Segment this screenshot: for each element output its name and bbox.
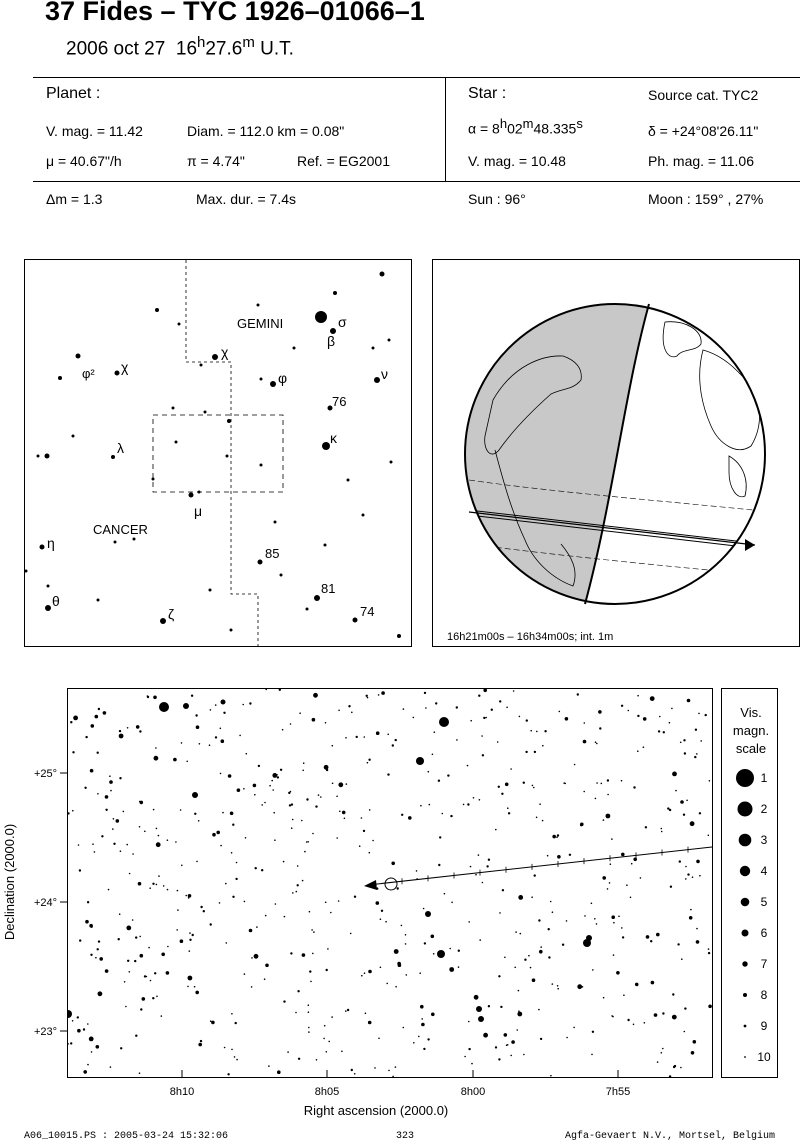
ra-s-unit: s <box>576 116 583 131</box>
finder-star <box>133 538 136 541</box>
finder-star <box>306 608 309 611</box>
scale-label-mag-7: 7 <box>760 957 768 971</box>
scale-title-1: Vis. <box>740 705 762 720</box>
detail-axes <box>0 680 720 1120</box>
cancer-label: CANCER <box>93 522 148 537</box>
scale-dot-mag-9 <box>744 1025 747 1028</box>
footer-org: Agfa-Gevaert N.V., Mortsel, Belgium <box>565 1131 776 1142</box>
star-label-theta: θ <box>52 593 60 609</box>
finder-star <box>315 311 327 323</box>
finder-star <box>45 605 51 611</box>
star-label-phi2: φ² <box>82 366 95 381</box>
finder-star <box>227 419 231 423</box>
star-label-beta: β <box>327 333 336 349</box>
finder-star <box>45 454 50 459</box>
scale-label-mag-8: 8 <box>760 988 768 1002</box>
star-label-sigma: σ <box>338 314 347 330</box>
planet-motion: μ = 40.67"/h <box>46 153 122 169</box>
x-axis-label: Right ascension (2000.0) <box>303 1103 449 1118</box>
finder-star <box>270 381 276 387</box>
finder-star <box>258 560 263 565</box>
finder-star <box>198 491 201 494</box>
star-label-74: 74 <box>360 604 375 619</box>
finder-star <box>200 364 203 367</box>
finder-star <box>380 272 385 277</box>
finder-star <box>226 455 229 458</box>
star-label-nu: ν <box>381 366 388 382</box>
globe-svg <box>433 260 799 646</box>
star-label-chi-gem: χ <box>221 344 229 360</box>
scale-labels <box>757 771 771 1064</box>
scale-label-mag-5: 5 <box>760 895 768 909</box>
star-label-76: 76 <box>332 394 347 409</box>
scale-dot-mag-3 <box>739 834 752 847</box>
finder-star <box>209 589 212 592</box>
info-mid-rule <box>33 181 800 182</box>
finder-star <box>204 411 207 414</box>
finder-star <box>40 545 45 550</box>
scale-dot-mag-2 <box>738 802 753 817</box>
globe-panel <box>432 259 800 647</box>
gemini-label: GEMINI <box>237 316 284 331</box>
ra-m-unit: m <box>522 116 534 131</box>
finder-chart-svg <box>25 260 411 646</box>
event-datetime <box>66 34 294 60</box>
scale-label-mag-10: 10 <box>757 1050 771 1064</box>
hour-unit: h <box>197 34 206 51</box>
y-tick-label-24: +24° <box>33 897 57 909</box>
finder-star <box>230 629 233 632</box>
finder-chart <box>24 259 412 647</box>
x-tick-label-8h05: 8h05 <box>314 1086 340 1098</box>
scale-label-mag-4: 4 <box>760 864 768 878</box>
scale-dot-mag-8 <box>743 993 747 997</box>
finder-star <box>293 347 296 350</box>
finder-star <box>333 291 337 295</box>
finder-star <box>178 323 181 326</box>
scale-dot-mag-10 <box>744 1056 746 1058</box>
finder-star <box>314 595 320 601</box>
info-column-divider <box>445 77 446 181</box>
finder-star <box>172 407 175 410</box>
x-tick-label-8h00: 8h00 <box>460 1086 486 1098</box>
planet-vmag: V. mag. = 11.42 <box>46 123 143 139</box>
star-declination: δ = +24°08'26.11" <box>648 123 759 139</box>
finder-star <box>347 479 350 482</box>
planet-reference: Ref. = EG2001 <box>297 153 391 169</box>
finder-star <box>212 354 218 360</box>
scale-dot-mag-1 <box>736 769 754 787</box>
finder-star <box>189 493 194 498</box>
finder-labels <box>47 314 388 622</box>
scale-dot-mag-4 <box>740 866 750 876</box>
detail-area-frame <box>153 415 283 492</box>
finder-star <box>257 304 260 307</box>
finder-star <box>25 570 28 573</box>
footer-page: 323 <box>396 1131 415 1142</box>
y-tick-label-25: +25° <box>33 768 57 780</box>
sun-elongation: Sun : 96° <box>468 191 526 207</box>
star-label-85: 85 <box>265 546 280 561</box>
max-duration: Max. dur. = 7.4s <box>196 191 296 207</box>
planet-diameter: Diam. = 112.0 km = 0.08" <box>187 123 345 139</box>
finder-star <box>97 599 100 602</box>
scale-label-mag-1: 1 <box>760 771 768 785</box>
ra-minutes: 02 <box>507 120 523 137</box>
magnitude-drop: Δm = 1.3 <box>46 191 103 207</box>
minute-unit: m <box>242 34 255 51</box>
footer-file: A06_10015.PS : 2005-03-24 15:32:06 <box>24 1131 229 1142</box>
finder-star <box>37 455 40 458</box>
finder-star <box>111 455 115 459</box>
ra-h-unit: h <box>499 116 508 131</box>
star-right-ascension <box>468 116 583 137</box>
star-label-kappa: κ <box>330 430 337 446</box>
star-label-chi-cnc: χ <box>121 359 129 375</box>
moon-info: Moon : 159° , 27% <box>648 191 764 207</box>
star-label-phi: φ <box>278 370 288 386</box>
finder-star <box>155 308 159 312</box>
scale-dot-mag-6 <box>742 930 749 937</box>
finder-star <box>397 634 401 638</box>
star-label-mu: μ <box>194 503 203 519</box>
finder-star <box>362 514 365 517</box>
scale-title-3: scale <box>735 741 767 756</box>
scale-title-2: magn. <box>732 723 770 738</box>
finder-star <box>114 541 117 544</box>
magnitude-scale <box>721 688 778 1078</box>
finder-star <box>175 441 178 444</box>
finder-star <box>58 376 62 380</box>
star-source-catalog: Source cat. TYC2 <box>648 87 759 103</box>
finder-star <box>324 544 327 547</box>
finder-star <box>388 339 391 342</box>
finder-star <box>372 347 375 350</box>
finder-star <box>160 618 166 624</box>
shadow-direction-arrow <box>745 539 755 551</box>
finder-star <box>374 377 380 383</box>
star-phmag: Ph. mag. = 11.06 <box>648 153 754 169</box>
finder-star <box>47 585 50 588</box>
event-minute: 27.6 <box>205 38 243 60</box>
globe-caption: 16h21m00s – 16h34m00s; int. 1m <box>447 631 614 643</box>
event-date: 2006 oct 27 <box>66 38 166 60</box>
star-label-lambda: λ <box>117 440 124 456</box>
x-tick-label-8h10: 8h10 <box>169 1086 195 1098</box>
planet-label: Planet : <box>46 85 101 102</box>
scale-label-mag-6: 6 <box>760 926 768 940</box>
planet-parallax: π = 4.74" <box>187 153 245 169</box>
finder-star <box>260 378 263 381</box>
finder-star <box>322 442 330 450</box>
event-hour: 16 <box>175 38 198 60</box>
info-top-rule <box>33 77 800 78</box>
finder-star <box>260 464 263 467</box>
scale-dot-mag-5 <box>741 898 750 907</box>
finder-star <box>72 435 75 438</box>
page-title: 37 Fides – TYC 1926–01066–1 <box>45 0 425 26</box>
star-label-eta: η <box>47 535 55 551</box>
finder-star <box>115 371 120 376</box>
event-timescale: U.T. <box>254 38 294 60</box>
ra-prefix: α = 8 <box>468 120 500 137</box>
scale-dots <box>736 769 754 1058</box>
star-vmag: V. mag. = 10.48 <box>468 153 566 169</box>
scale-label-mag-2: 2 <box>760 802 768 816</box>
star-label: Star : <box>468 85 507 102</box>
star-label-81: 81 <box>321 581 336 596</box>
star-label-zeta: ζ <box>168 606 175 622</box>
ra-seconds: 48.335 <box>533 120 577 137</box>
finder-star <box>274 521 277 524</box>
finder-star <box>76 354 81 359</box>
magnitude-scale-svg <box>722 689 777 1077</box>
finder-star <box>353 618 358 623</box>
finder-star <box>152 478 155 481</box>
y-axis-label: Declination (2000.0) <box>2 823 17 941</box>
y-tick-label-23: +23° <box>33 1026 57 1038</box>
x-tick-label-7h55: 7h55 <box>605 1086 631 1098</box>
scale-label-mag-3: 3 <box>760 833 768 847</box>
scale-dot-mag-7 <box>742 961 747 966</box>
finder-star <box>280 574 283 577</box>
finder-star <box>390 461 393 464</box>
scale-label-mag-9: 9 <box>760 1019 768 1033</box>
